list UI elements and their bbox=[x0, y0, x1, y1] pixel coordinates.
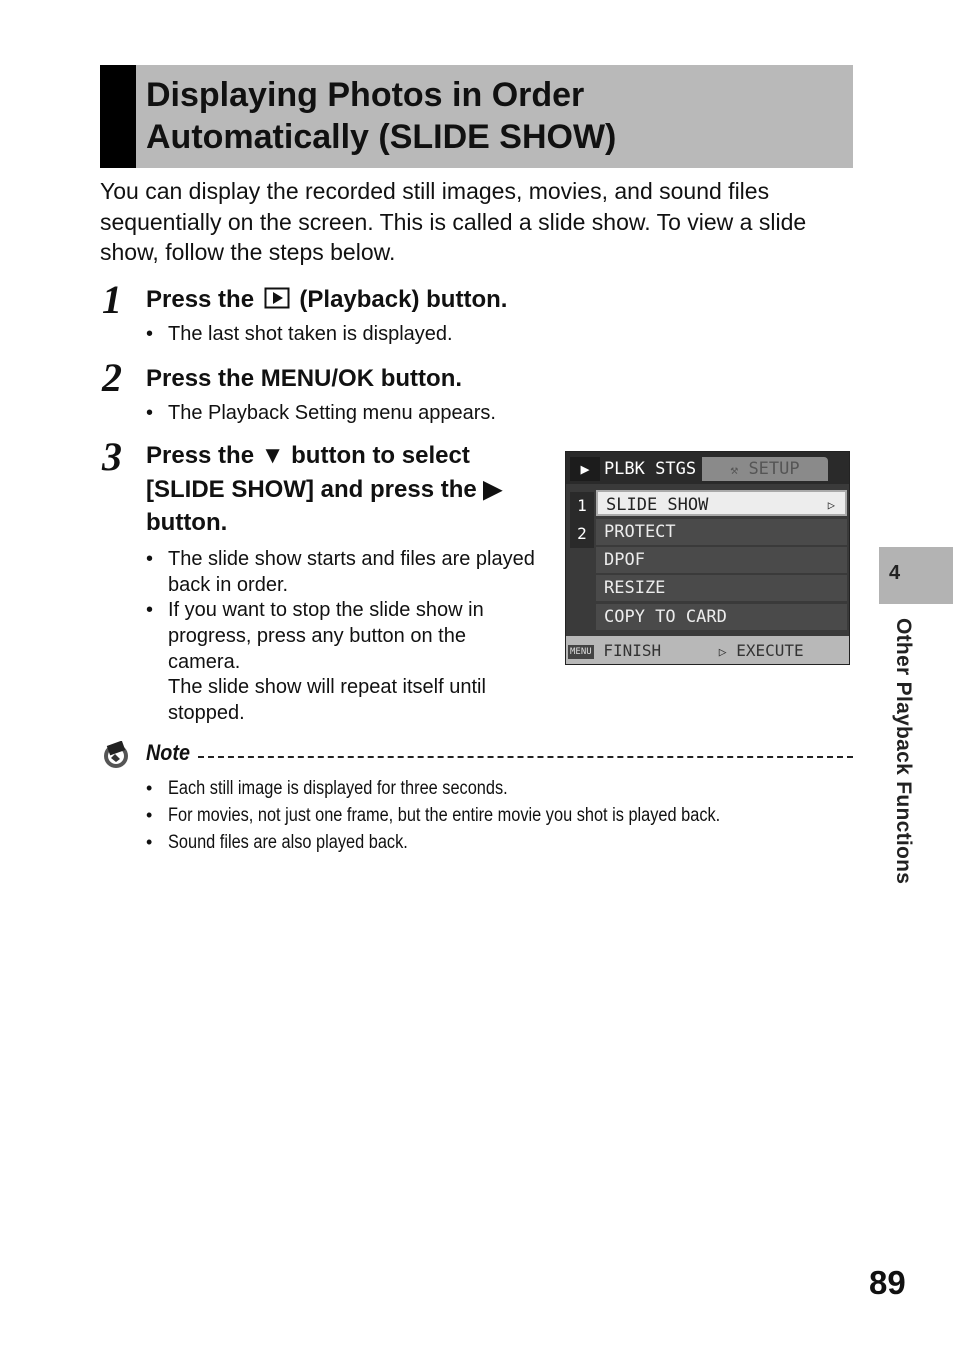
camera-footer bbox=[566, 636, 850, 665]
camera-menu-item-protect: PROTECT bbox=[596, 519, 847, 545]
step-3-bullet-1: • The slide show starts and files are played back in order. bbox=[146, 548, 535, 596]
step-2-title: Press the MENU/OK button. bbox=[146, 365, 463, 392]
step-3-bullet-2: • If you want to stop the slide show in progress, press any button on the camera. bbox=[146, 599, 484, 673]
step-3-title-line-3: button. bbox=[146, 509, 228, 536]
note-icon bbox=[102, 741, 130, 769]
note-item-1-text: Each still image is displayed for three seconds. bbox=[168, 778, 508, 799]
step-3-bullet-1-text: The slide show starts and files are played back in order. bbox=[168, 548, 535, 596]
camera-page-number-2: 2 bbox=[570, 520, 594, 548]
note-item-3: • Sound files are also played back. bbox=[146, 829, 447, 856]
page-title bbox=[146, 74, 846, 158]
camera-menu-item-dpof: DPOF bbox=[596, 547, 847, 573]
step-3-bullet-2-continuation: The slide show will repeat itself until stopped. bbox=[168, 676, 486, 724]
camera-menu-item-copy-to-card: COPY TO CARD bbox=[596, 604, 847, 630]
camera-menu-item-label: SLIDE SHOW bbox=[606, 495, 709, 515]
camera-page-number-1: 1 bbox=[570, 492, 594, 520]
play-arrow-icon: ▷ bbox=[718, 645, 727, 660]
page-title-line-1: Displaying Photos in Order bbox=[146, 76, 585, 114]
camera-tab-plbk-stgs: PLBK STGS bbox=[603, 459, 697, 479]
title-accent-block bbox=[100, 65, 136, 168]
camera-menu-screen bbox=[565, 451, 850, 665]
step-1-title bbox=[146, 283, 507, 317]
step-3-title-line-2: [SLIDE SHOW] and press the ▶ bbox=[146, 475, 502, 503]
note-label: Note bbox=[146, 740, 191, 765]
step-3-title bbox=[146, 439, 556, 540]
camera-playback-tab-icon: ▶ bbox=[570, 457, 600, 481]
step-2-bullet-text: The Playback Setting menu appears. bbox=[168, 402, 496, 424]
step-2-number: 2 bbox=[102, 355, 122, 400]
note-item-1: • Each still image is displayed for three seconds. bbox=[146, 775, 563, 802]
step-3-bullet-2-text: If you want to stop the slide show in progress, press any button on the camera. bbox=[168, 599, 484, 673]
step-2-bullet: • The Playback Setting menu appears. bbox=[146, 402, 496, 424]
playback-icon bbox=[264, 287, 290, 309]
step-1-bullet-text: The last shot taken is displayed. bbox=[168, 323, 453, 345]
note-item-2-text: For movies, not just one frame, but the entire movie you shot is played back. bbox=[168, 805, 721, 826]
camera-menu-item-slide-show bbox=[596, 490, 847, 516]
page-number: 89 bbox=[869, 1264, 906, 1301]
note-divider bbox=[198, 756, 853, 758]
intro-paragraph: You can display the recorded still images, movies, and sound files sequentially on the screen. This is called a slide show. To view a slide show, follow the steps below. bbox=[100, 178, 807, 265]
chapter-number: 4 bbox=[889, 562, 901, 584]
note-item-3-text: Sound files are also played back. bbox=[168, 832, 408, 853]
camera-footer-finish: FINISH bbox=[603, 641, 662, 660]
step-1-bullet: • The last shot taken is displayed. bbox=[146, 323, 453, 345]
right-arrow-icon: ▷ bbox=[827, 498, 835, 512]
camera-tab-setup bbox=[702, 457, 828, 481]
chapter-label bbox=[871, 618, 931, 938]
step-1-title-before: Press the bbox=[146, 286, 255, 313]
chapter-label-text: Other Playback Functions bbox=[892, 618, 915, 885]
step-1-title-after: (Playback) button. bbox=[299, 286, 508, 313]
step-1-number: 1 bbox=[102, 277, 122, 322]
step-3-number: 3 bbox=[102, 434, 122, 479]
wrench-icon: ⚒ bbox=[730, 463, 739, 478]
menu-button-icon: MENU bbox=[570, 647, 592, 657]
camera-footer-execute: EXECUTE bbox=[736, 641, 804, 660]
step-3-title-line-1: Press the ▼ button to select bbox=[146, 442, 470, 469]
note-item-2: • For movies, not just one frame, but the entire movie you shot is played back. bbox=[146, 802, 810, 829]
camera-tab-setup-label: SETUP bbox=[748, 459, 800, 479]
page-title-line-2: Automatically (SLIDE SHOW) bbox=[146, 118, 617, 156]
camera-menu-item-resize: RESIZE bbox=[596, 575, 847, 601]
